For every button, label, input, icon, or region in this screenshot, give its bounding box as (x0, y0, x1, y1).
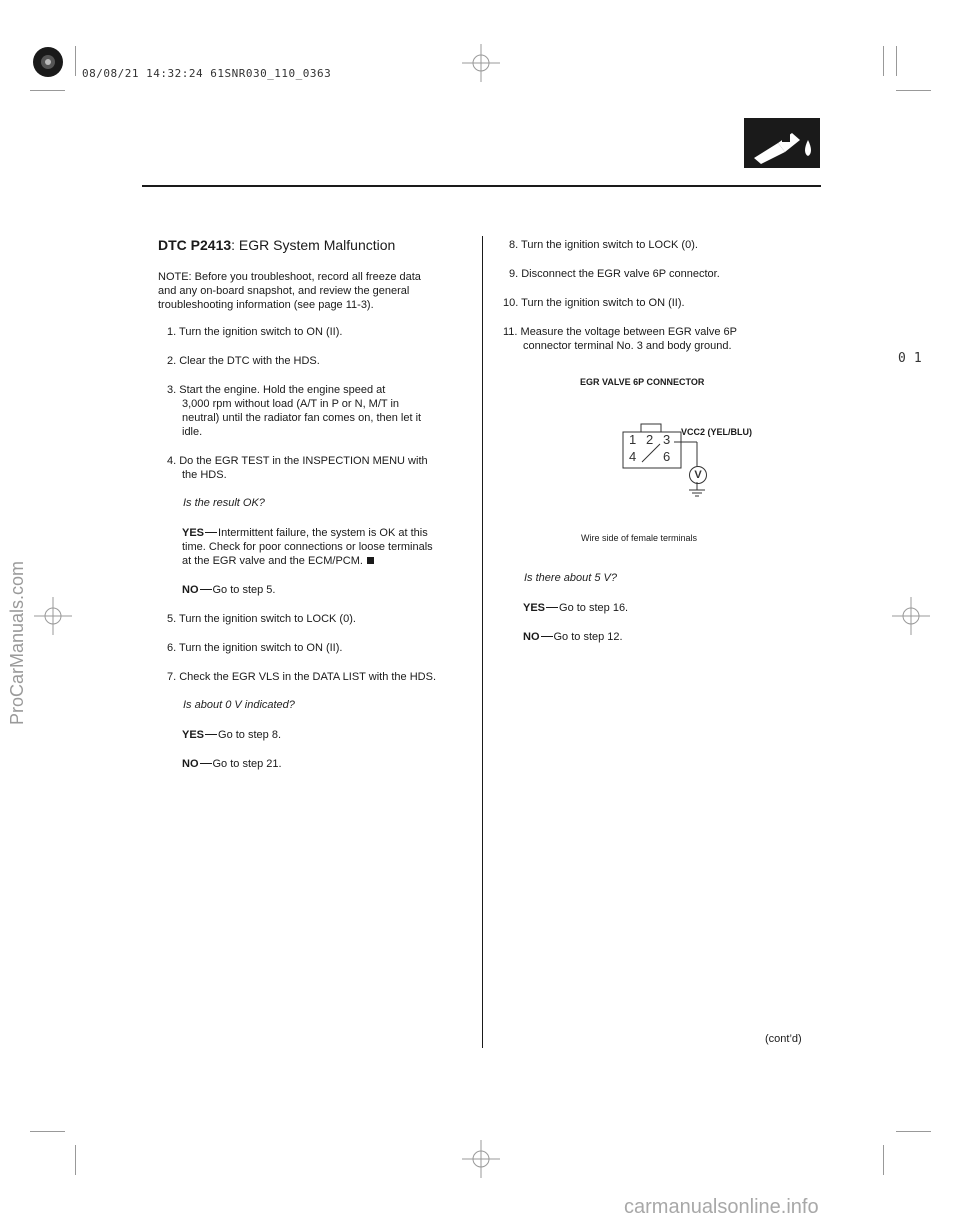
terminal-2: 2 (646, 432, 654, 447)
terminal-3: 3 (663, 432, 671, 447)
crop-mark (75, 1145, 76, 1175)
answer-yes-1-line: time. Check for poor connections or loose terminals (182, 541, 433, 553)
answer-text: Go to step 5. (212, 584, 276, 596)
crop-mark (896, 1131, 931, 1132)
step-line: neutral) until the radiator fan comes on, then let it (182, 412, 422, 424)
step-line: 4. Do the EGR TEST in the INSPECTION MENU with (167, 455, 428, 467)
crop-mark (75, 46, 76, 76)
crop-mark (883, 46, 884, 76)
answer-text: Go to step 8. (218, 729, 281, 741)
page-marker: 01 (898, 351, 930, 366)
step-line: 3,000 rpm without load (A/T in P or N, M/T in (182, 398, 400, 410)
crop-mark (896, 90, 931, 91)
answer-no-3 (523, 630, 623, 644)
step-6: 6. Turn the ignition switch to ON (II). (167, 642, 343, 654)
answer-yes-2 (182, 728, 281, 742)
yes-label: YES (523, 602, 546, 614)
step-line: 3. Start the engine. Hold the engine speed at (167, 384, 386, 396)
crop-mark (30, 1131, 65, 1132)
yes-label: YES (182, 729, 205, 741)
answer-yes-3 (523, 601, 628, 615)
note-line: NOTE: Before you troubleshoot, record all freeze data (158, 271, 421, 283)
step-1: 1. Turn the ignition switch to ON (II). (167, 326, 343, 338)
crop-mark (30, 90, 65, 91)
voltmeter-icon: V (689, 466, 707, 484)
answer-yes-1-line (182, 554, 374, 568)
step-line: idle. (182, 426, 203, 438)
crop-mark (896, 46, 897, 76)
header-rule (142, 185, 821, 187)
dtc-description: : EGR System Malfunction (231, 237, 396, 253)
question-2: Is about 0 V indicated? (183, 699, 295, 711)
step-10: 10. Turn the ignition switch to ON (II). (503, 297, 685, 309)
answer-text: Go to step 16. (559, 602, 629, 614)
yes-label: YES (182, 527, 205, 539)
column-divider (482, 236, 483, 1048)
answer-text: at the EGR valve and the ECM/PCM. (182, 555, 363, 567)
step-line: 11. Measure the voltage between EGR valve 6P (503, 326, 737, 338)
diagram-caption: Wire side of female terminals (581, 533, 698, 543)
note-line: troubleshooting information (see page 11-3). (158, 299, 374, 311)
no-label: NO (182, 758, 199, 770)
page-title (158, 237, 395, 253)
answer-text: Go to step 12. (553, 631, 623, 643)
continued-label: (cont’d) (765, 1033, 802, 1045)
no-label: NO (523, 631, 540, 643)
end-mark (367, 557, 374, 564)
question-1: Is the result OK? (183, 497, 265, 509)
answer-text: Intermittent failure, the system is OK at this (218, 527, 428, 539)
answer-yes-1 (182, 526, 428, 540)
question-3: Is there about 5 V? (524, 572, 617, 584)
terminal-label: VCC2 (YEL/BLU) (681, 427, 753, 437)
step-line: the HDS. (182, 469, 227, 481)
crop-mark (883, 1145, 884, 1175)
diagram-title: EGR VALVE 6P CONNECTOR (580, 377, 705, 387)
dtc-code: DTC P2413 (158, 237, 232, 253)
print-timestamp: 08/08/21 14:32:24 61SNR030_110_0363 (82, 67, 332, 80)
note-line: and any on-board snapshot, and review the general (158, 285, 410, 297)
answer-no-1 (182, 583, 275, 597)
step-line: connector terminal No. 3 and body ground. (523, 340, 732, 352)
terminal-4: 4 (629, 449, 637, 464)
no-label: NO (182, 584, 199, 596)
terminal-1: 1 (629, 432, 637, 447)
step-5: 5. Turn the ignition switch to LOCK (0). (167, 613, 356, 625)
footer-watermark: carmanualsonline.info (624, 1196, 819, 1218)
step-7: 7. Check the EGR VLS in the DATA LIST with the HDS. (167, 671, 437, 683)
terminal-6: 6 (663, 449, 671, 464)
step-8: 8. Turn the ignition switch to LOCK (0). (509, 239, 698, 251)
answer-no-2 (182, 757, 282, 771)
step-2: 2. Clear the DTC with the HDS. (167, 355, 320, 367)
step-9: 9. Disconnect the EGR valve 6P connector. (509, 268, 720, 280)
side-watermark: ProCarManuals.com (7, 560, 27, 725)
answer-text: Go to step 21. (212, 758, 282, 770)
